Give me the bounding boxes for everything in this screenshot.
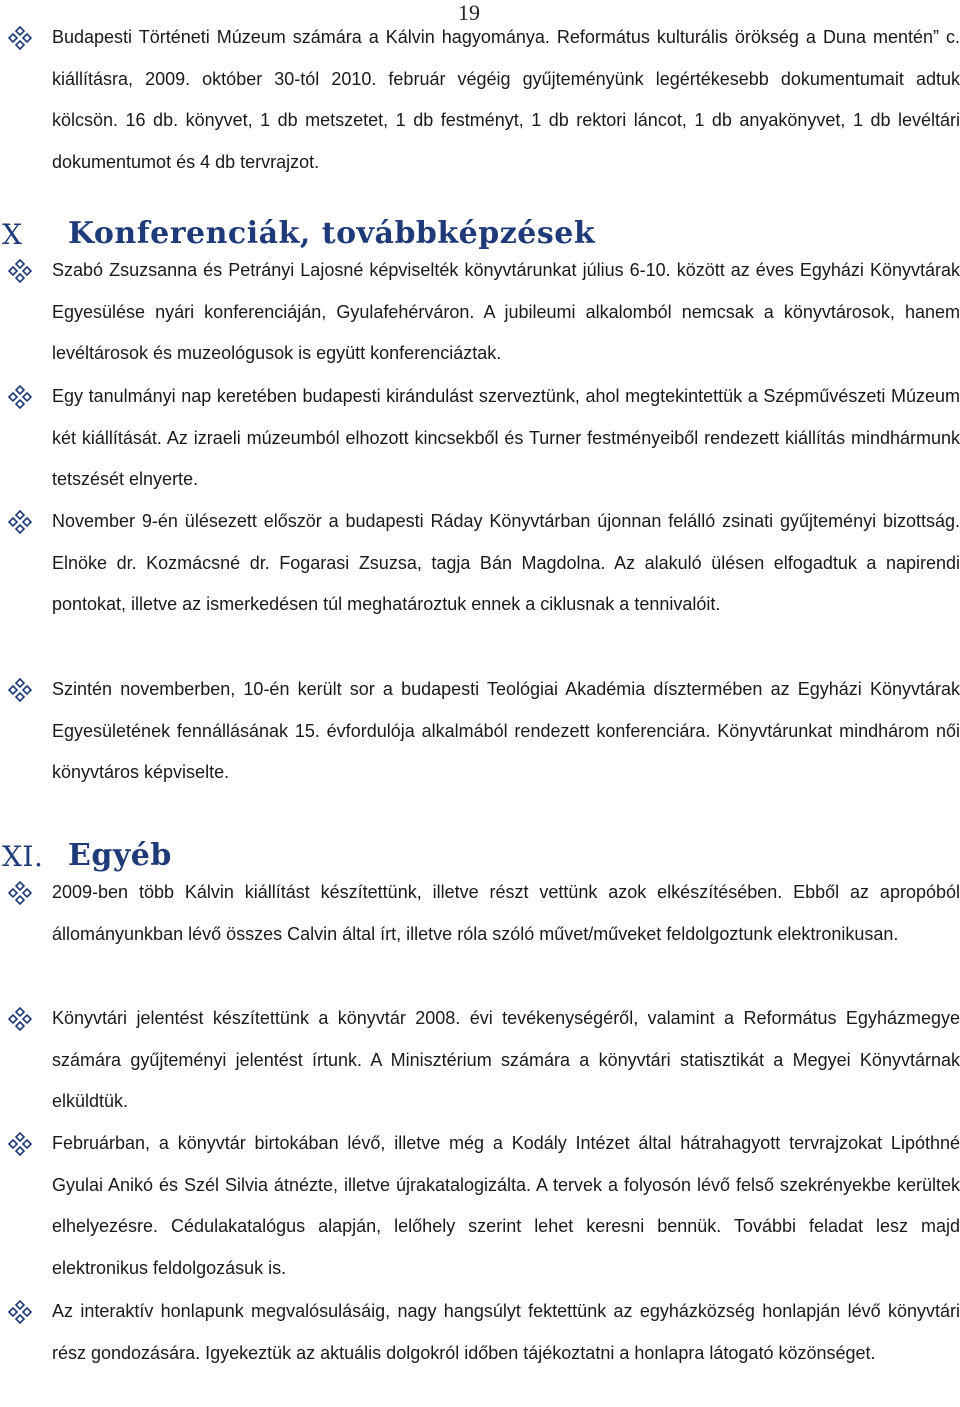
section-xi-item-1-bullet-icon	[6, 881, 34, 905]
intro-item-text: Budapesti Történeti Múzeum számára a Kálvin hagyománya. Református kulturális örökség a Duna mentén” c. kiállításra, 2009. október 30-tól 2010. február végéig gyűjteményünk legértékesebb dokumentumait adtuk kölcsön. 16 db. könyvet, 1 db metszetet, 1 db festményt, 1 db rektori láncot, 1 db anyakönyvet, 1 db levéltári dokumentumot és 4 db tervrajzot.	[52, 27, 960, 172]
section-xi-item-3-bullet-icon	[6, 1132, 34, 1156]
section-x-item-3-text: November 9-én ülésezett először a budapesti Ráday Könyvtárban újonnan felálló zsinati gyűjteményi bizottság. Elnöke dr. Kozmácsné dr. Fogarasi Zsuzsa, tagja Bán Magdolna. Az alakuló ülésen elfogadtuk a napirendi pontokat, illetve az ismerkedésen túl meghatároztuk ennek a ciklusnak a tennivalóit.	[52, 511, 960, 614]
section-x-item-4-text: Szintén novemberben, 10-én került sor a budapesti Teológiai Akadémia dísztermében az Egyházi Könyvtárak Egyesületének fennállásának 15. évfordulója alkalmából rendezett konferenciára. Könyvtárunkat mindhárom női könyvtáros képviselte.	[52, 679, 960, 782]
section-x-item-2-bullet-icon	[6, 385, 34, 409]
page-number: 19	[458, 0, 480, 25]
intro-bullet-icon	[6, 26, 34, 50]
section-xi-item-2-text: Könyvtári jelentést készítettünk a könyvtár 2008. évi tevékenységéről, valamint a Református Egyházmegye számára gyűjteményi jelentést írtunk. A Minisztérium számára a könyvtári statisztikát a Megyei Könyvtárnak elküldtük.	[52, 1008, 960, 1111]
section-x-item-4-bullet-icon	[6, 678, 34, 702]
section-xi-title: Egyéb	[68, 838, 172, 873]
section-x-title: Konferenciák, továbbképzések	[68, 216, 596, 251]
section-x-item-3-bullet-icon	[6, 510, 34, 534]
section-xi-item-2-bullet-icon	[6, 1007, 34, 1031]
section-x-number: X	[2, 218, 23, 251]
section-x-item-1-text: Szabó Zsuzsanna és Petrányi Lajosné képviselték könyvtárunkat július 6-10. között az éves Egyházi Könyvtárak Egyesülése nyári konferenciáján, Gyulafehérváron. A jubileumi alkalomból nemcsak a könyvtárosok, hanem levéltárosok és muzeológusok is együtt konferenciáztak.	[52, 260, 960, 363]
section-xi-item-3-text: Februárban, a könyvtár birtokában lévő, illetve még a Kodály Intézet által hátrahagyott tervrajzokat Lipóthné Gyulai Anikó és Szél Silvia átnézte, illetve újrakatalogizálta. A tervek a folyosón lévő felső szekrényekbe kerültek elhelyezésre. Cédulakatalógus alapján, lelőhely szerint lehet keresni bennük. További feladat lesz majd elektronikus feldolgozásuk is.	[52, 1133, 960, 1278]
section-xi-item-1-text: 2009-ben több Kálvin kiállítást készítettünk, illetve részt vettünk azok elkészítésében. Ebből az apropóból állományunkban lévő összes Calvin által írt, illetve róla szóló művet/műveket feldolgoztunk elektronikusan.	[52, 882, 960, 944]
section-x-item-2-text: Egy tanulmányi nap keretében budapesti kirándulást szerveztünk, ahol megtekintettük a Szépművészeti Múzeum két kiállítását. Az izraeli múzeumból elhozott kincsekből és Turner festményeiből rendezett kiállítás mindhármunk tetszését elnyerte.	[52, 386, 960, 489]
section-xi-number: XI.	[2, 840, 44, 873]
section-xi-item-4-bullet-icon	[6, 1300, 34, 1324]
section-xi-item-4-text: Az interaktív honlapunk megvalósulásáig, nagy hangsúlyt fektettünk az egyházközség honlapján lévő könyvtári rész gondozására. Igyekeztük az aktuális dolgokról időben tájékoztatni a honlapra látogató közönséget.	[52, 1301, 960, 1363]
section-x-item-1-bullet-icon	[6, 259, 34, 283]
